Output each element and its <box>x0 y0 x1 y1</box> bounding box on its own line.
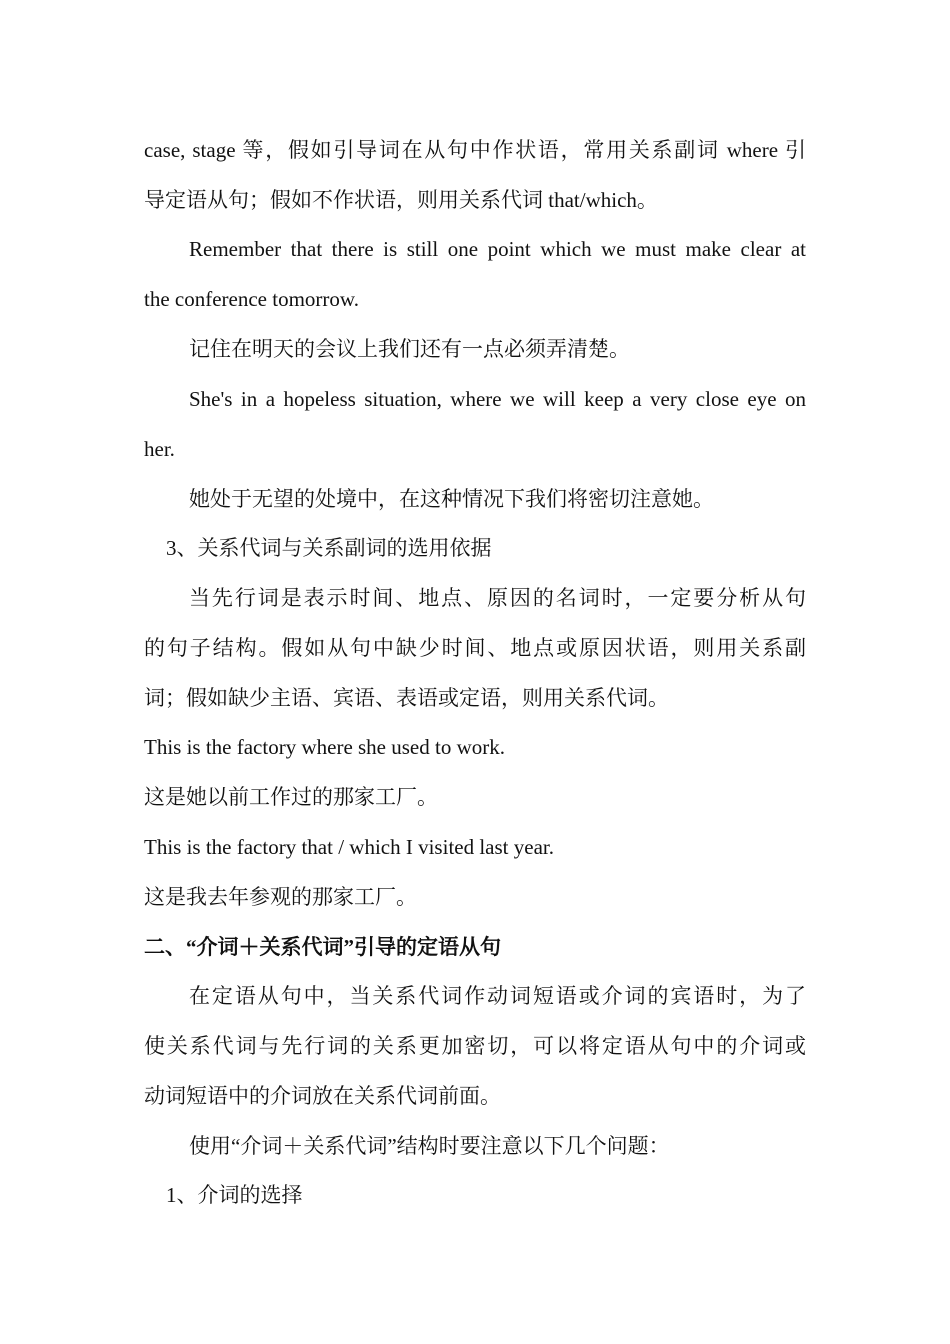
paragraph-rule-line-1: 当先行词是表示时间、地点、原因的名词时，一定要分析从句 <box>189 586 806 610</box>
example-sentence-en-2b: her. <box>144 437 175 461</box>
example-sentence-en-1a: Remember that there is still one point which we must make clear at <box>189 237 806 261</box>
paragraph-rule-line-2: 的句子结构。假如从句中缺少时间、地点或原因状语，则用关系副 <box>144 636 806 660</box>
paragraph-section-line-2: 使关系代词与先行词的关系更加密切，可以将定语从句中的介词或 <box>144 1034 806 1058</box>
example-translation-1: 记住在明天的会议上我们还有一点必须弄清楚。 <box>189 337 630 361</box>
example-sentence-en-4: This is the factory that / which I visited last year. <box>144 835 554 859</box>
paragraph-line-1: case, stage 等，假如引导词在从句中作状语，常用关系副词 where 引 <box>144 138 806 162</box>
paragraph-rule-line-3: 词；假如缺少主语、宾语、表语或定语，则用关系代词。 <box>144 686 669 710</box>
paragraph-note: 使用“介词＋关系代词”结构时要注意以下几个问题： <box>189 1134 670 1158</box>
subheading-1: 1、介词的选择 <box>166 1183 303 1207</box>
section-heading-2: 二、“介词＋关系代词”引导的定语从句 <box>144 935 501 959</box>
example-sentence-en-3: This is the factory where she used to work. <box>144 735 505 759</box>
example-sentence-en-2a: She's in a hopeless situation, where we will keep a very close eye on <box>189 387 806 411</box>
example-translation-4: 这是我去年参观的那家工厂。 <box>144 885 417 909</box>
example-sentence-en-1b: the conference tomorrow. <box>144 287 359 311</box>
example-translation-3: 这是她以前工作过的那家工厂。 <box>144 785 438 809</box>
paragraph-line-2: 导定语从句；假如不作状语，则用关系代词 that/which。 <box>144 188 658 212</box>
subheading-3: 3、关系代词与关系副词的选用依据 <box>166 536 492 560</box>
paragraph-section-line-1: 在定语从句中，当关系代词作动词短语或介词的宾语时，为了 <box>189 984 806 1008</box>
example-translation-2: 她处于无望的处境中，在这种情况下我们将密切注意她。 <box>189 487 714 511</box>
paragraph-section-line-3: 动词短语中的介词放在关系代词前面。 <box>144 1084 501 1108</box>
